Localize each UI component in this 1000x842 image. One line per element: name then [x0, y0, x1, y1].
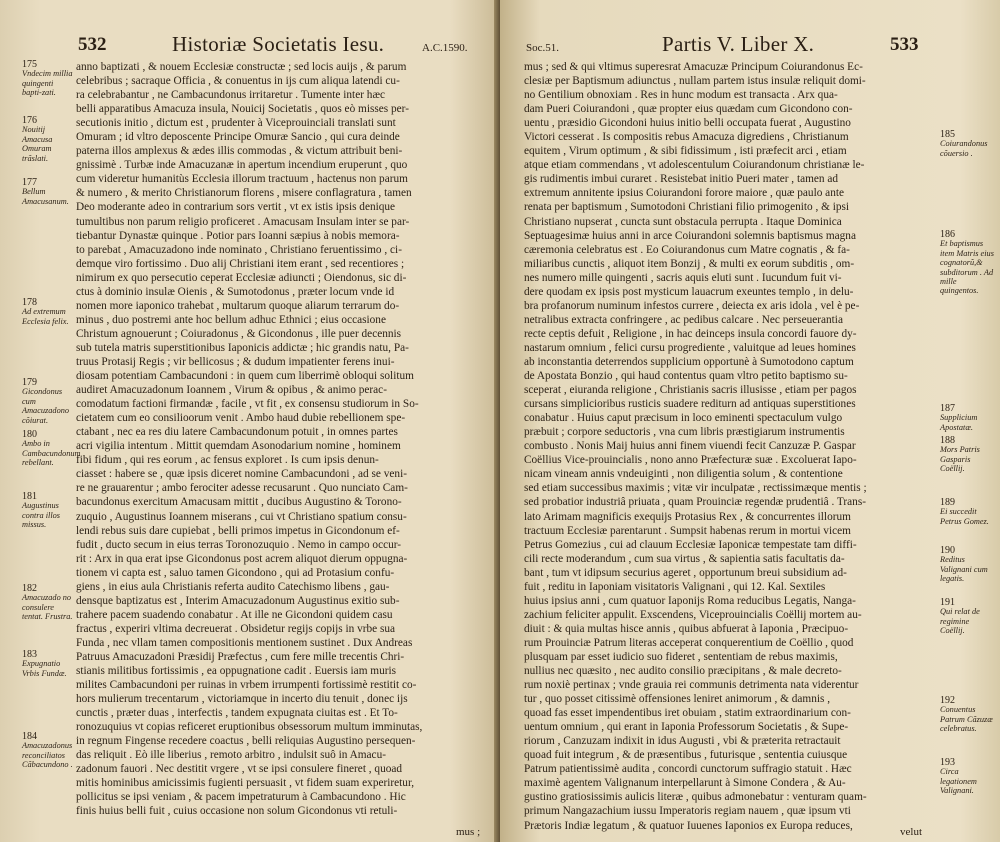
margin-note-number: 183	[22, 649, 37, 660]
margin-note-number: 186	[940, 229, 955, 240]
text-line: Christum agnouerunt ; Coiuradonus , & Gicondonus , ille puer decennis	[76, 327, 402, 340]
text-line: quoad fas esset impendentibus iret obuiam , statim extraordinarium con-	[524, 707, 851, 720]
text-line: demque viro fortissimo . Duo alij Christiani item erant , sed recentiores ;	[76, 257, 405, 270]
right-margin-notes	[940, 60, 994, 830]
margin-note-text: Ei succedit Petrus Gomez.	[940, 507, 989, 526]
text-line: nimirum ex quo persecutio ceperat Ecclesiæ adiuncti ; Oiendonus, sic di-	[76, 271, 407, 284]
text-line: tractuum Ecclesiæ parentarunt . Sumpsit habenas rerum in mortui vicem	[524, 524, 851, 537]
text-line: paterna illos amplexus & ædes illis commodas , & victum attribuit beni-	[76, 145, 403, 158]
text-line: hors mulierum trecentarum , victoriamque in incerto diu tenuit , donec ijs	[76, 693, 408, 706]
margin-note-number: 189	[940, 497, 955, 508]
text-line: Omuram ; id vltro deposcente Principe Omuræ Sancio , qui cura deinde	[76, 131, 400, 144]
margin-note	[22, 732, 74, 770]
text-line: tur , quo posset citissimè offensiones leniret animorum , & damnis ,	[524, 693, 831, 706]
left-year-marker: A.C.1590.	[422, 42, 468, 54]
margin-note-text: Augustinus contra illos missus.	[22, 501, 61, 530]
text-line: clesiæ per Baptismum adiunctus , nullam partem istus insulæ reliquit domi-	[524, 75, 866, 88]
text-line: acri vigilia intentum . Mittit quemdam Asonodarium nomine , hominem	[76, 440, 401, 453]
margin-note-number: 182	[22, 583, 37, 594]
text-line: netralibus extracta confringere , ac pedibus calcare . Nec perseuerantia	[524, 313, 843, 326]
text-line: zadonum fauori . Nec destitit vrgere , vt se ipsi consulere fineret , quoad	[76, 763, 403, 776]
text-line: plusquam par esset iudicio suo fideret , sententiam de rebus maximis,	[524, 650, 838, 663]
text-line: gnissimè . Turbæ inde Amacuzanæ in apertum incendium eruperunt , quo	[76, 159, 408, 172]
text-line: secutionis initio , dictum est , prudenter à Viceprouinciali translati sunt	[76, 117, 396, 130]
text-line: tionem vi capta est , saluo tamen Gicondono , qui ad Protasium confu-	[76, 566, 395, 579]
margin-note	[22, 298, 74, 326]
margin-note-number: 178	[22, 297, 37, 308]
margin-note-text: Ambo in Cambacundonum rebellant.	[22, 439, 81, 468]
margin-note	[22, 378, 74, 425]
text-line: ronozuquius vt copias reficeret eruptionibus obsessorum multum imminutas,	[76, 721, 423, 734]
margin-note-text: Ad extremum Ecclesia felix.	[22, 307, 69, 326]
text-line: ciasset : habere se , quæ ipsis diceret nomine Cambacundoni , ad se veni-	[76, 468, 407, 481]
text-line: nullius nec quæsito , nec audito consilio præcipitans , & male decreto-	[524, 665, 842, 678]
margin-note-number: 179	[22, 377, 37, 388]
text-line: sub tutela matris superstitionibus Iaponicis addictæ ; hic grandis natu, Pa-	[76, 341, 409, 354]
text-line: ctus à dominio insulæ Oienis , & Sumotodonus , præter locum vnde id	[76, 285, 395, 298]
text-line: in regnum Fingense recedere coactus , belli reliquias Augustino persequen-	[76, 735, 416, 748]
text-line: rum noxiè pertinax ; vnde grauia rei communis detrimenta nata viderentur	[524, 679, 859, 692]
margin-note-text: Amacuzado no consulere tentat. Frustra.	[22, 593, 73, 622]
text-line: milites Cambacundoni per ruinas in vrbem irrumpenti fortissimè restitit co-	[76, 679, 417, 692]
right-running-title: Partis V. Liber X.	[662, 32, 815, 56]
right-signature-marker: Soc.51.	[526, 42, 559, 54]
text-line: sceperat , eiuranda religione , Christianis sacris illusisse , etiam per pagos	[524, 384, 857, 397]
text-line: nastarum omnium , felici cursu progrediente , valuitque ad leues homines	[524, 341, 856, 354]
text-line: Patrum patientissimè audita , concordi cunctorum suffragio statuit . Hæc	[524, 763, 852, 776]
text-line: bacundonus exercitum Amacusam mittit , ducibus Augustino & Torono-	[76, 496, 402, 509]
text-line: nes numero mille quingenti , sacris aquis eluti sunt . Iucundum fuit vi-	[524, 271, 842, 284]
margin-note-number: 190	[940, 545, 955, 556]
text-line: diosam potentiam Cambacundoni : in quem cum liberrimè obloqui solitum	[76, 370, 414, 383]
text-line: fibi fidum , qui res eorum , ac fensus exploret . Is cum ipsis denun-	[76, 454, 379, 467]
text-line: mus ; sed & qui vltimus superesrat Amacuzæ Principum Coiurandonus Ec-	[524, 61, 863, 73]
margin-note-number: 175	[22, 59, 37, 70]
text-line: audiret Amacuzadonum Ioannem , Virum & opibus , & animo perac-	[76, 384, 387, 397]
margin-note	[940, 758, 994, 796]
text-line: das reliquit . Eò ille liberius , remoto arbitro , indulsit suô in Amacu-	[76, 749, 386, 762]
text-line: giens , in eius aula Christianis referta audito Catechismo libens , gau-	[76, 580, 390, 593]
margin-note-text: Nouitij Amacusa Omuram trãslati.	[22, 125, 53, 163]
margin-note-text: Coiurandonus cõuersio .	[940, 139, 988, 158]
text-line: cum videretur humanitùs Ecclesia illorum tractuum , hactenus non parum	[76, 173, 408, 186]
text-line: tumultibus non parum religio proficeret . Amacusam Insulam inter se par-	[76, 215, 410, 228]
margin-note-text: Et baptismus item Matris eius cognatorũ,& subditorum . Ad mille quingentos.	[940, 239, 994, 296]
text-line: re ne grauarentur ; ambo ferociter adesse recusarunt . Quo nunciato Cam-	[76, 482, 408, 495]
margin-note-number: 192	[940, 695, 955, 706]
text-line: Christiano nupserat , cuncta sunt obstacula perrupta . Itaque Dominica	[524, 215, 842, 228]
margin-note-number: 176	[22, 115, 37, 126]
text-line: renata per baptismum , Sumotodoni Christiani filio primogenito , & ipsi	[524, 201, 850, 214]
text-line: cursans simplicioribus rusticis suadere rediturn ad antiquas superstitiones	[524, 398, 856, 411]
text-line: fractus , experiri vltima decreuerat . Obsidetur regijs copijs in vrbe sua	[76, 622, 396, 635]
text-line: lendi rebus suis dare cupiebat , belli primos impetus in Gicondonum ef-	[76, 524, 400, 537]
text-line: cunctis , præter duas , interfectis , tandem expugnata ciuitas est . Et To-	[76, 707, 398, 720]
text-line: dere quodam ex ipsis post mysticum lauacrum exeuntes templo , in delu-	[524, 285, 854, 298]
margin-note-text: Qui relat de regimine Coëllij.	[940, 607, 980, 636]
margin-note	[940, 696, 994, 734]
margin-note	[940, 436, 994, 474]
text-line: gis rudimentis imbui curaret . Resistebat initio Pueri mater , tamen ad	[524, 173, 839, 186]
left-page-number: 532	[78, 34, 107, 55]
margin-note	[940, 598, 994, 636]
margin-note-number: 185	[940, 129, 955, 140]
text-line: comodatum factioni firmandæ , facile , vt fit , ex consensu studiorum in So-	[76, 398, 419, 411]
text-line: atque etiam commendans , vt adolescentulum Coiurandonum christianæ le-	[524, 159, 865, 172]
margin-note-text: Vndecim millia quingenti bapti-zati.	[22, 69, 73, 98]
left-running-title: Historiæ Societatis Iesu.	[172, 32, 385, 56]
text-line: Septuagesimæ huius anni in arce Coiurandoni solemnis baptismus magna	[524, 229, 856, 242]
text-line: truus Protasij Regis ; vir bellicosus ; & dudum impatienter ferens inui-	[76, 355, 395, 368]
text-line: Funda , nec vllam tamen compositionis mentionem sustinet . Dux Andreas	[76, 636, 413, 649]
text-line: Coëllius Vice-prouincialis , nono anno Præfecturæ suæ . Excoluerat Iapo-	[524, 454, 857, 467]
text-line: uentu , præsidio Gicondoni huius initio belli occupata fuerat , Augustino	[524, 117, 851, 130]
text-line: de Apostata Bonzio , qui haud contentus quam vltro petito baptismo su-	[524, 370, 848, 383]
text-line: equitem , Virum optimum , & sibi fidissimum , isti præfecit arci , etiam	[524, 145, 847, 158]
text-line: zuquio , Augustinus Ioannem miserans , cui vt Christiano spatium consu-	[76, 510, 407, 523]
text-line: densque baptizatus est , Interim Amacuzadonum Augustinus exitio sub-	[76, 594, 400, 607]
text-line: recte ceptis defuit , Religione , in hac deinceps insula concordi fauore dy-	[524, 327, 857, 340]
margin-note	[22, 650, 74, 678]
margin-note-number: 177	[22, 177, 37, 188]
right-page	[500, 0, 1000, 842]
text-line: rit : Arx in qua erat ipse Gicondonus post acrem aliquot dierum oppugna-	[76, 552, 408, 565]
left-catchword: mus ;	[456, 826, 481, 838]
text-line: ra celebrabantur , ne Cambacundonus irritaretur . Tumente inter hæc	[76, 89, 385, 102]
text-line: præbuit ; corpore seductoris , vna cum libris præstigiarum instrumentis	[524, 426, 845, 439]
margin-note	[22, 492, 74, 530]
right-text-block	[524, 60, 936, 833]
margin-note	[22, 584, 74, 622]
left-text-block	[76, 60, 486, 819]
margin-note	[22, 116, 74, 163]
text-line: uentum omnium , qui erant in Iaponia Professorum Societatis , & Supe-	[524, 721, 849, 734]
margin-note	[940, 498, 994, 526]
text-line: extremum annitente ipsius Coiurandoni forore maiore , quæ paulo ante	[524, 187, 844, 200]
margin-note-number: 193	[940, 757, 955, 768]
text-line: ab inconstantia deterrendos supplicium opportunè à Sumotodono captum	[524, 355, 854, 368]
text-line: mitis hominibus amicissimis fugienti persuasit , vt fidem suam experiretur,	[76, 777, 415, 790]
text-line: celebribus ; sacraque Officia , & conuentus in ijs cum aliqua latendi cu-	[76, 75, 400, 88]
text-line: zachium feliciter appulit. Exscendens, Viceprouincialis Coëllij mortem au-	[524, 608, 862, 621]
text-line: rum Prouinciæ Patrum literas acceperat conquerentium de Coëllio , quod	[524, 636, 854, 649]
text-line: conabatur . Huius caput præcisum in loco eminenti spectaculum vulgo	[524, 412, 843, 425]
text-line: cili recte moderandum , cum sua virtus , & sapientia satis facultatis da-	[524, 552, 845, 565]
text-line: trahere pacem suadendo conabatur . At ille ne Gicondoni quidem casu	[76, 608, 393, 621]
margin-note-text: Gicondonus cum Amacuzadono cõiurat.	[22, 387, 70, 425]
left-margin-notes	[22, 59, 81, 830]
text-line: minus , duo postremi ante hoc bellum adhuc Ethnici ; eius occasione	[76, 313, 386, 326]
text-line: anno baptizati , & nouem Ecclesiæ constructæ ; sed locis auijs , & parum	[76, 61, 407, 73]
text-line: stianis militibus fortissimis , ea oppugnatione cadit . Euersis iam muris	[76, 665, 397, 678]
text-line: lato Arimam magnificis exequijs Protasius Rex , & concurrentes illorum	[524, 510, 851, 523]
margin-note	[940, 546, 994, 584]
margin-note-number: 180	[22, 429, 37, 440]
text-line: Deo moderante adeo in contrarium sors vertit , vt ex istis ipsis denique	[76, 201, 396, 214]
text-line: miliaribus cunctis , aliquot item Bonzij , & multi ex eorum subditis , om-	[524, 257, 855, 270]
margin-note-number: 184	[22, 731, 37, 742]
text-line: bant , tum vt idipsum securius ageret , opportunum breui subsidium ad-	[524, 566, 847, 579]
margin-note	[22, 60, 74, 98]
text-line: Victori cesserat . Is compositis rebus Amacuza digrediens , Christianum	[524, 131, 849, 144]
margin-note-text: Reditus Valignani cum legatis.	[940, 555, 988, 584]
text-line: sed etiam successibus maximis ; vitæ vir inculpatæ , rectissimæque mentis ;	[524, 482, 867, 495]
text-line: primum Nangazachium iussu Imperatoris regiam nauem , quæ ipsum vti	[524, 805, 851, 818]
text-line: cæremonia celebratus est . Eo Coiurandonus cum Matre cognatis , & fa-	[524, 243, 850, 256]
text-line: Petrus Gomezius , cui ad clauum Ecclesiæ Iaponicæ tempestate tam diffi-	[524, 538, 857, 551]
text-line: bra profanorum numinum infestos currere , deiecta ex aris idola , vel è pe-	[524, 299, 860, 312]
text-line: combusto . Nonis Maij huius anni finem viuendi fecit Canzuzæ P. Gaspar	[524, 440, 856, 453]
text-line: finis huius belli fuit , cuius occasione non solum Gicondonus vti retuli-	[76, 805, 398, 818]
text-line: huius ipsius anni , cum quatuor Iaponijs Roma reducibus Legatis, Nanga-	[524, 594, 856, 607]
text-line: Patruus Amacuzadoni Præsidij Præfectus , cum fere mille trecentis Chri-	[76, 650, 405, 663]
text-line: no Gentilium obnoxiam . Res in hunc modum est transacta . Arx qua-	[524, 89, 838, 102]
text-line: sed probatior industriâ priuata , quam Prouinciæ regendæ prudentiâ . Trans-	[524, 496, 866, 509]
margin-note-text: Circa legationem Valignani.	[940, 767, 977, 796]
margin-note-number: 188	[940, 435, 955, 446]
text-line: cietatem cum eo consilioorum venit . Ambo haud dubie rebellionem spe-	[76, 412, 406, 425]
margin-note-text: Amacuzadonus reconciliatos Cãbacundono .	[22, 741, 73, 770]
margin-note	[940, 230, 994, 296]
margin-note-number: 187	[940, 403, 955, 414]
text-line: fuit , reditu in Iaponiam visitatoris Valignani , qui 12. Kal. Sextiles	[524, 580, 826, 593]
text-line: belli apparatibus Amacuza insula, Nouicij Societatis , quos eò misses per-	[76, 103, 409, 116]
margin-note-number: 191	[940, 597, 955, 608]
margin-note-text: Mors Patris Gasparis Coëllij.	[940, 445, 980, 474]
margin-note-text: Expugnatio Vrbis Fundæ.	[22, 659, 67, 678]
margin-note-number: 181	[22, 491, 37, 502]
text-line: & numero , & merito Christianorum florens , misere conflagratura , tamen	[76, 187, 412, 200]
text-line: tiebantur Dynastæ quinque . Potior pars Ioanni sæpius à nobis memora-	[76, 229, 400, 242]
text-line: nomen more iaponico trahebat , multarum quoque aliarum terrarum do-	[76, 299, 400, 312]
margin-note	[940, 130, 994, 158]
text-line: maximè agentem Valignanum interpellarunt à Simone Condera , & Au-	[524, 777, 846, 790]
text-line: diuit : & quia multas hisce annis , quibus abfuerat à Iaponia , Præcipuo-	[524, 622, 849, 635]
margin-note-text: Supplicium Apostatæ.	[940, 413, 978, 432]
margin-note	[940, 404, 994, 432]
text-line: quoad fuit integrum , & de præsentibus , futurisque , sententia cuiusque	[524, 749, 848, 762]
text-line: gustino gratiosissimis aulicis literæ , quibus admonebatur : venturam quam-	[524, 791, 867, 804]
text-line: ctabant , nec ea res diu latere Cambacundonum potuit , in omnes partes	[76, 426, 398, 439]
text-line: nicam vineam annis vndeuiginti , non diligentia solum , & contentione	[524, 468, 843, 481]
text-line: to parebat , Amacuzadono inde nominato , Christiano feruentissimo , ci-	[76, 243, 402, 256]
text-line: pollicitus se ipsi veniam , & pacem impetraturum à Cambacundono . Hic	[76, 791, 406, 804]
margin-note-text: Conuentus Patrum Cãzuzæ celebratus.	[940, 705, 993, 734]
right-page-number: 533	[890, 34, 919, 55]
margin-note-text: Bellum Amacusanum.	[22, 187, 69, 206]
text-line: riorum , Canzuzam indixit in idus Augusti , vbi & præterita retractauit	[524, 735, 841, 748]
margin-note	[22, 178, 74, 206]
right-catchword: velut	[900, 826, 922, 838]
text-line: dam Pueri Coiurandoni , quæ propter eius quædam cum Gicondono con-	[524, 103, 853, 116]
text-line: Prætoris Indiæ legatum , & quatuor Iuuenes Iaponios ex Europa reduces,	[524, 819, 853, 832]
text-line: fudit , ducto secum in eius terras Toronozuquio . Nemo in campo occur-	[76, 538, 402, 551]
margin-note	[22, 429, 81, 468]
